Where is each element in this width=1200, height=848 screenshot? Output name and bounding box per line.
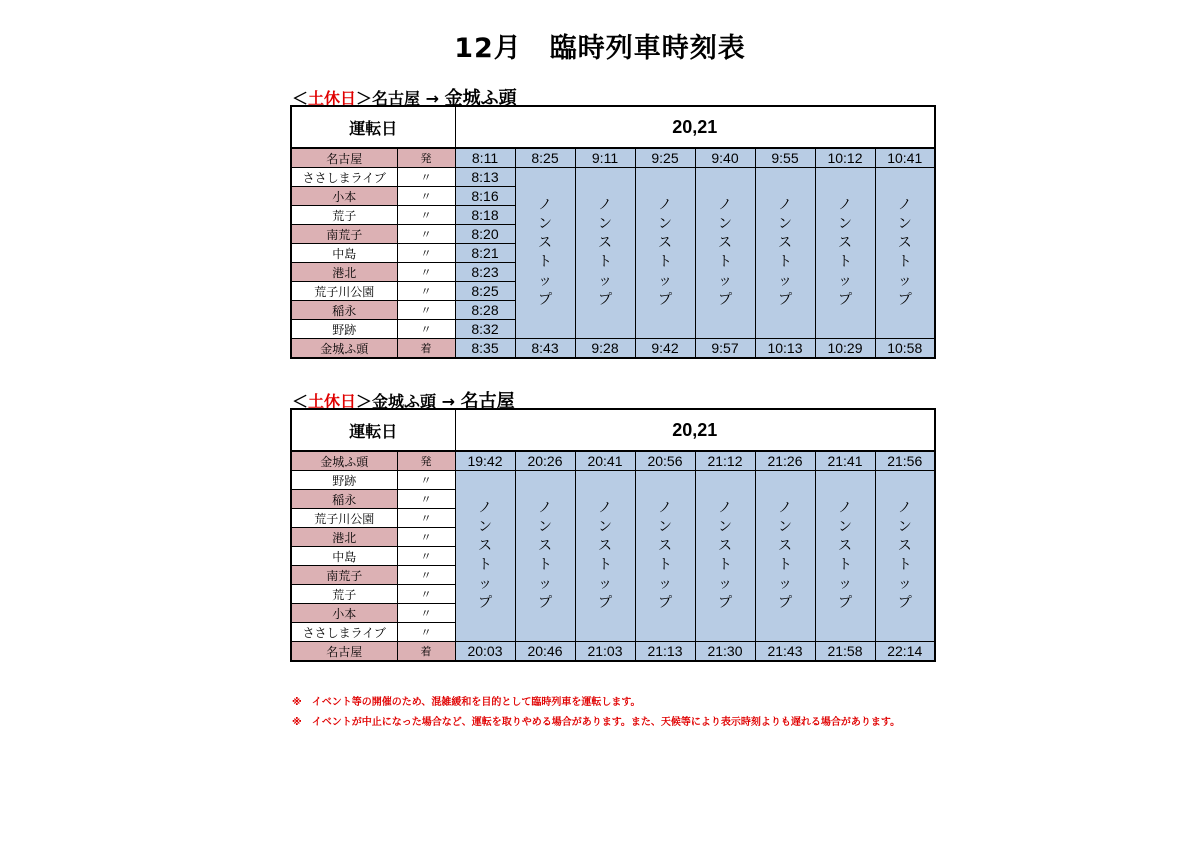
arrival-time: 21:13: [635, 642, 695, 662]
station-name: 野跡: [291, 320, 397, 339]
nonstop-cell: [575, 471, 635, 642]
departure-time: 20:41: [575, 451, 635, 471]
station-name: ささしまライブ: [291, 168, 397, 187]
arrival-time: 10:58: [875, 339, 935, 359]
arrival-time: 9:28: [575, 339, 635, 359]
station-name: 小本: [291, 187, 397, 206]
nonstop-cell: [875, 168, 935, 339]
table-row: [291, 148, 935, 168]
stop-time: 8:13: [455, 168, 515, 187]
station-name: 港北: [291, 528, 397, 547]
table-row: [291, 168, 935, 187]
heading-open: ＜: [292, 392, 309, 411]
arrival-time: 21:58: [815, 642, 875, 662]
note-1: ※ イベント等の開催のため、混雑緩和を目的として臨時列車を運転します。: [292, 697, 641, 708]
departure-time: 9:55: [755, 148, 815, 168]
heading-close: ＞: [356, 89, 373, 108]
nonstop-cell: [875, 471, 935, 642]
operating-dates: 20,21: [455, 409, 935, 451]
timetable-return: [290, 408, 936, 662]
depart-mark: 発: [397, 148, 455, 168]
departure-time: 8:25: [515, 148, 575, 168]
station-name: 南荒子: [291, 225, 397, 244]
nonstop-cell: [575, 168, 635, 339]
heading-destination: 金城ふ頭: [444, 88, 517, 109]
nonstop-cell: [635, 471, 695, 642]
station-name: 荒子: [291, 206, 397, 225]
departure-time: 21:26: [755, 451, 815, 471]
arrival-time: 8:35: [455, 339, 515, 359]
nonstop-cell: [515, 168, 575, 339]
nonstop-label: ノンストップ: [478, 500, 492, 611]
timetable-outbound: [290, 105, 936, 359]
departure-time: 9:25: [635, 148, 695, 168]
same-mark: 〃: [397, 509, 455, 528]
arrival-time: 10:29: [815, 339, 875, 359]
heading-close: ＞: [356, 392, 373, 411]
same-mark: 〃: [397, 206, 455, 225]
same-mark: 〃: [397, 244, 455, 263]
nonstop-label: ノンストップ: [598, 197, 612, 308]
stop-time: 8:32: [455, 320, 515, 339]
day-type-label: 土休日: [308, 89, 357, 108]
same-mark: 〃: [397, 528, 455, 547]
departure-time: 21:56: [875, 451, 935, 471]
nonstop-label: ノンストップ: [658, 500, 672, 611]
stop-time: 8:23: [455, 263, 515, 282]
nonstop-cell: [695, 168, 755, 339]
departure-time: 21:41: [815, 451, 875, 471]
table-row: [291, 471, 935, 490]
same-mark: 〃: [397, 623, 455, 642]
depart-mark: 発: [397, 451, 455, 471]
header-label: 運転日: [291, 409, 455, 451]
departure-time: 10:41: [875, 148, 935, 168]
same-mark: 〃: [397, 566, 455, 585]
stop-time: 8:20: [455, 225, 515, 244]
arrival-time: 8:43: [515, 339, 575, 359]
same-mark: 〃: [397, 168, 455, 187]
arrow-icon: →: [441, 392, 456, 411]
station-name: 小本: [291, 604, 397, 623]
arrow-icon: →: [425, 89, 440, 108]
nonstop-label: ノンストップ: [538, 500, 552, 611]
stop-time: 8:25: [455, 282, 515, 301]
page-title: 12月 臨時列車時刻表: [454, 33, 746, 64]
same-mark: 〃: [397, 320, 455, 339]
nonstop-label: ノンストップ: [838, 197, 852, 308]
same-mark: 〃: [397, 263, 455, 282]
nonstop-label: ノンストップ: [778, 500, 792, 611]
nonstop-label: ノンストップ: [598, 500, 612, 611]
nonstop-label: ノンストップ: [718, 500, 732, 611]
nonstop-cell: [755, 168, 815, 339]
note-2: ※ イベントが中止になった場合など、運転を取りやめる場合があります。また、天候等により表示時刻よりも遅れる場合があります。: [292, 717, 901, 728]
station-name: 荒子川公園: [291, 282, 397, 301]
departure-time: 9:11: [575, 148, 635, 168]
arrival-time: 9:57: [695, 339, 755, 359]
same-mark: 〃: [397, 187, 455, 206]
nonstop-cell: [815, 471, 875, 642]
nonstop-label: ノンストップ: [897, 500, 912, 611]
station-name: 中島: [291, 244, 397, 263]
heading-open: ＜: [292, 89, 309, 108]
heading-origin: 名古屋: [372, 89, 421, 108]
station-name: 金城ふ頭: [291, 451, 397, 471]
arrive-mark: 着: [397, 642, 455, 662]
day-type-label: 土休日: [308, 392, 357, 411]
departure-time: 9:40: [695, 148, 755, 168]
station-name: 野跡: [291, 471, 397, 490]
nonstop-label: ノンストップ: [538, 197, 552, 308]
same-mark: 〃: [397, 585, 455, 604]
station-name: ささしまライブ: [291, 623, 397, 642]
departure-time: 20:26: [515, 451, 575, 471]
arrival-time: 21:03: [575, 642, 635, 662]
nonstop-label: ノンストップ: [718, 197, 732, 308]
same-mark: 〃: [397, 282, 455, 301]
station-name: 港北: [291, 263, 397, 282]
arrival-time: 21:43: [755, 642, 815, 662]
departure-time: 10:12: [815, 148, 875, 168]
arrival-time: 10:13: [755, 339, 815, 359]
nonstop-cell: [515, 471, 575, 642]
same-mark: 〃: [397, 547, 455, 566]
nonstop-cell: [815, 168, 875, 339]
nonstop-label: ノンストップ: [838, 500, 852, 611]
heading-origin: 金城ふ頭: [372, 392, 437, 411]
heading-destination: 名古屋: [460, 391, 515, 412]
same-mark: 〃: [397, 225, 455, 244]
station-name: 南荒子: [291, 566, 397, 585]
arrival-time: 22:14: [875, 642, 935, 662]
header-label: 運転日: [291, 106, 455, 148]
nonstop-cell: [635, 168, 695, 339]
table-row: [291, 642, 935, 662]
arrival-time: 20:46: [515, 642, 575, 662]
station-name: 荒子川公園: [291, 509, 397, 528]
arrival-time: 20:03: [455, 642, 515, 662]
nonstop-cell: [755, 471, 815, 642]
departure-time: 19:42: [455, 451, 515, 471]
nonstop-cell: [455, 471, 515, 642]
stop-time: 8:21: [455, 244, 515, 263]
stop-time: 8:28: [455, 301, 515, 320]
nonstop-cell: [695, 471, 755, 642]
arrival-time: 9:42: [635, 339, 695, 359]
departure-time: 21:12: [695, 451, 755, 471]
stop-time: 8:18: [455, 206, 515, 225]
operating-dates: 20,21: [455, 106, 935, 148]
table-row: [291, 451, 935, 471]
nonstop-label: ノンストップ: [897, 197, 912, 308]
station-name: 稲永: [291, 301, 397, 320]
station-name: 金城ふ頭: [291, 339, 397, 359]
table-row: [291, 339, 935, 359]
station-name: 中島: [291, 547, 397, 566]
same-mark: 〃: [397, 471, 455, 490]
same-mark: 〃: [397, 301, 455, 320]
departure-time: 20:56: [635, 451, 695, 471]
arrival-time: 21:30: [695, 642, 755, 662]
arrive-mark: 着: [397, 339, 455, 359]
nonstop-label: ノンストップ: [778, 197, 792, 308]
station-name: 稲永: [291, 490, 397, 509]
station-name: 荒子: [291, 585, 397, 604]
stop-time: 8:16: [455, 187, 515, 206]
departure-time: 8:11: [455, 148, 515, 168]
station-name: 名古屋: [291, 642, 397, 662]
same-mark: 〃: [397, 604, 455, 623]
nonstop-label: ノンストップ: [658, 197, 672, 308]
station-name: 名古屋: [291, 148, 397, 168]
same-mark: 〃: [397, 490, 455, 509]
